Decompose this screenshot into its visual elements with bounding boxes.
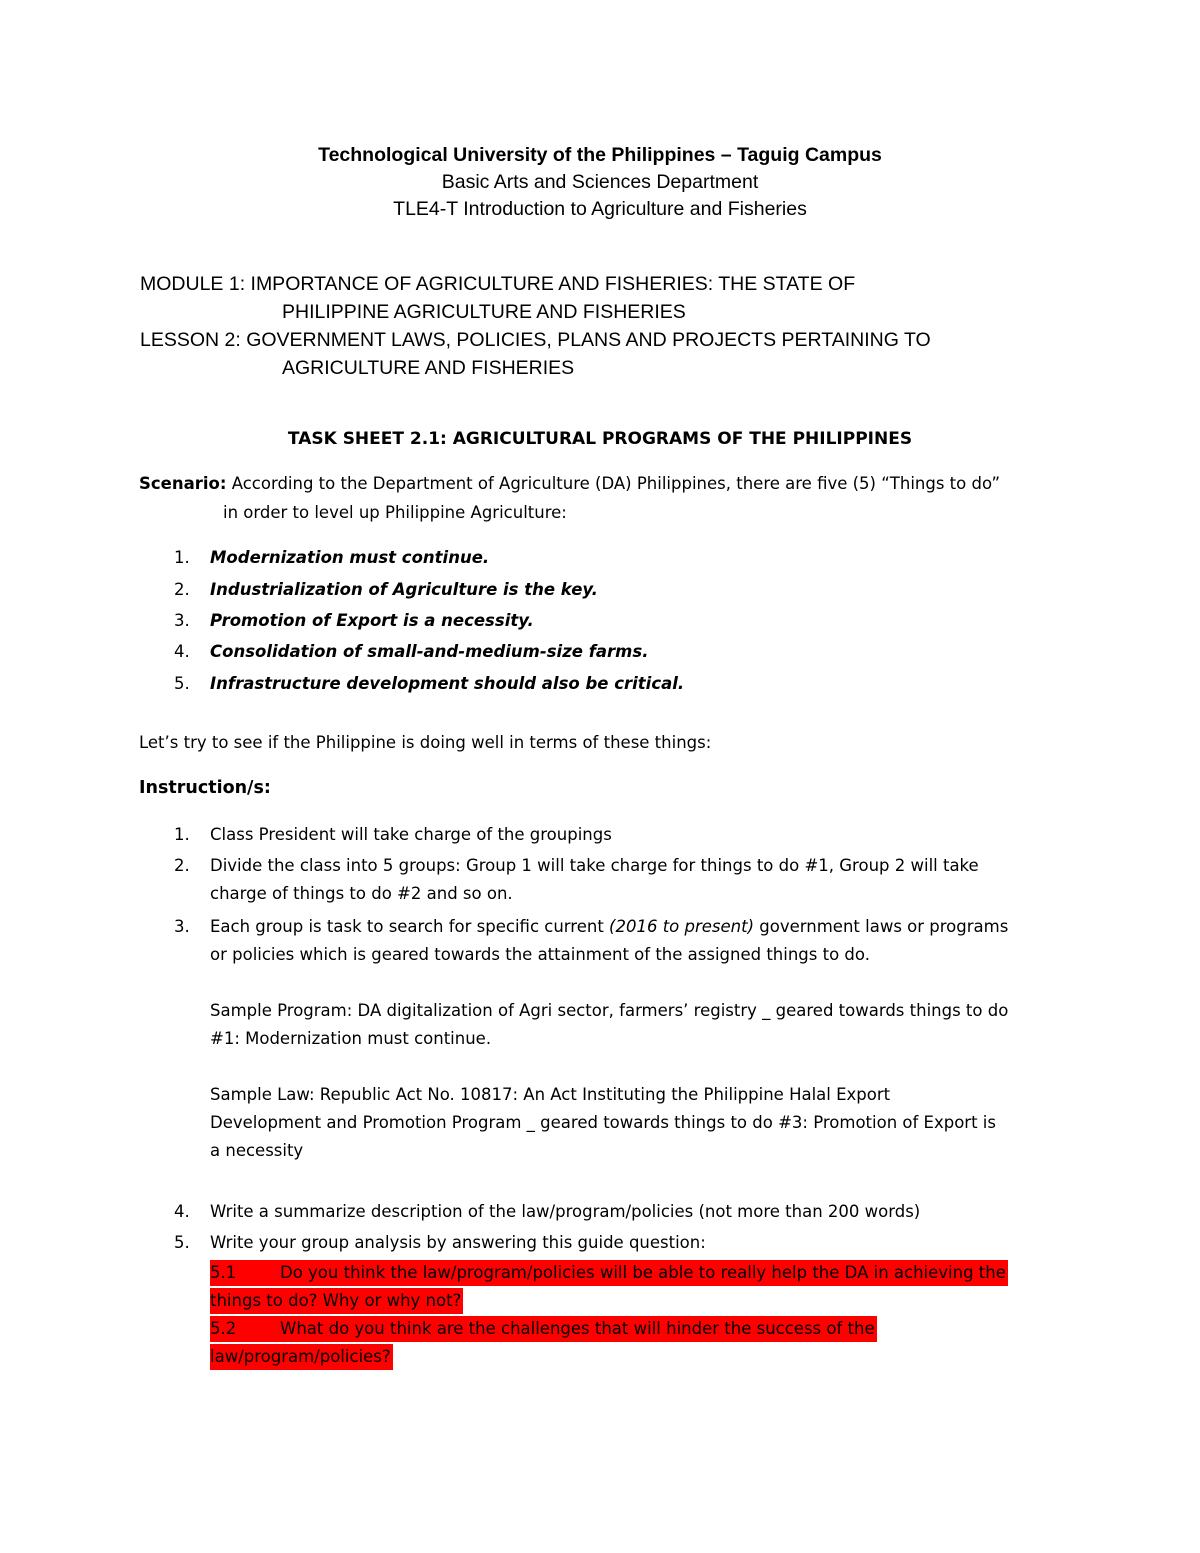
list-item: Industrialization of Agriculture is the key. [210, 580, 598, 599]
guide-question-text: What do you think are the challenges that will hinder the success of the [280, 1319, 875, 1338]
instruction-3-line-2: or policies which is geared towards the attainment of the assigned things to do. [210, 945, 870, 964]
list-item-number: 2. [174, 580, 190, 599]
guide-question-number: 5.1 [210, 1263, 237, 1282]
instruction-4: Write a summarize description of the law/program/policies (not more than 200 words) [210, 1202, 921, 1221]
scenario-line-1 [139, 474, 1000, 493]
instruction-3-line-1 [210, 917, 1008, 936]
lets-try-text: Let’s try to see if the Philippine is doing well in terms of these things: [139, 733, 712, 752]
instruction-3-text-end: government laws or programs [754, 917, 1009, 936]
guide-question-5-1-line-2: things to do? Why or why not? [210, 1288, 463, 1314]
guide-question-number: 5.2 [210, 1319, 237, 1338]
lesson-line-2: AGRICULTURE AND FISHERIES [282, 357, 575, 379]
list-item-number: 1. [174, 548, 190, 567]
list-item: Modernization must continue. [210, 548, 490, 567]
module-line-1: MODULE 1: IMPORTANCE OF AGRICULTURE AND FISHERIES: THE STATE OF [140, 273, 856, 295]
instruction-3-date-range: (2016 to present) [609, 917, 755, 936]
sample-law-line-1: Sample Law: Republic Act No. 10817: An Act Instituting the Philippine Halal Export [210, 1085, 891, 1104]
guide-question-5-2-line-1 [210, 1316, 877, 1342]
instruction-2-line-2: charge of things to do #2 and so on. [210, 884, 513, 903]
guide-question-5-1-line-1 [210, 1260, 1008, 1286]
instruction-1: Class President will take charge of the groupings [210, 825, 612, 844]
list-item: Infrastructure development should also be critical. [210, 674, 685, 693]
list-item: Consolidation of small-and-medium-size farms. [210, 642, 649, 661]
module-line-2: PHILIPPINE AGRICULTURE AND FISHERIES [282, 301, 686, 323]
list-item-number: 2. [174, 856, 190, 875]
sample-law-line-3: a necessity [210, 1141, 304, 1160]
scenario-text-1: According to the Department of Agriculture (DA) Philippines, there are five (5) “Things to do” [226, 474, 1001, 493]
list-item-number: 1. [174, 825, 190, 844]
course-title: TLE4-T Introduction to Agriculture and Fisheries [393, 198, 807, 220]
list-item-number: 5. [174, 674, 190, 693]
list-item-number: 4. [174, 1202, 190, 1221]
sample-program-line-1: Sample Program: DA digitalization of Agri sector, farmers’ registry _ geared towards things to do [210, 1001, 1009, 1020]
guide-question-5-2-line-2: law/program/policies? [210, 1344, 393, 1370]
list-item-number: 5. [174, 1233, 190, 1252]
list-item: Promotion of Export is a necessity. [210, 611, 534, 630]
list-item-number: 3. [174, 611, 190, 630]
scenario-label: Scenario: [139, 474, 227, 493]
university-title: Technological University of the Philippines – Taguig Campus [318, 144, 882, 166]
task-sheet-title: TASK SHEET 2.1: AGRICULTURAL PROGRAMS OF THE PHILIPPINES [287, 429, 913, 449]
instruction-2-line-1: Divide the class into 5 groups: Group 1 will take charge for things to do #1, Group 2 will take [210, 856, 979, 875]
guide-question-text: Do you think the law/program/policies will be able to really help the DA in achieving the [280, 1263, 1006, 1282]
instruction-5: Write your group analysis by answering this guide question: [210, 1233, 706, 1252]
scenario-line-2: in order to level up Philippine Agriculture: [223, 503, 567, 522]
sample-law-line-2: Development and Promotion Program _ geared towards things to do #3: Promotion of Export is [210, 1113, 996, 1132]
lesson-line-1: LESSON 2: GOVERNMENT LAWS, POLICIES, PLANS AND PROJECTS PERTAINING TO [140, 329, 931, 351]
instruction-3-text: Each group is task to search for specific current [210, 917, 610, 936]
list-item-number: 4. [174, 642, 190, 661]
sample-program-line-2: #1: Modernization must continue. [210, 1029, 492, 1048]
department-name: Basic Arts and Sciences Department [441, 171, 759, 193]
list-item-number: 3. [174, 917, 190, 936]
instructions-label: Instruction/s: [139, 778, 271, 798]
